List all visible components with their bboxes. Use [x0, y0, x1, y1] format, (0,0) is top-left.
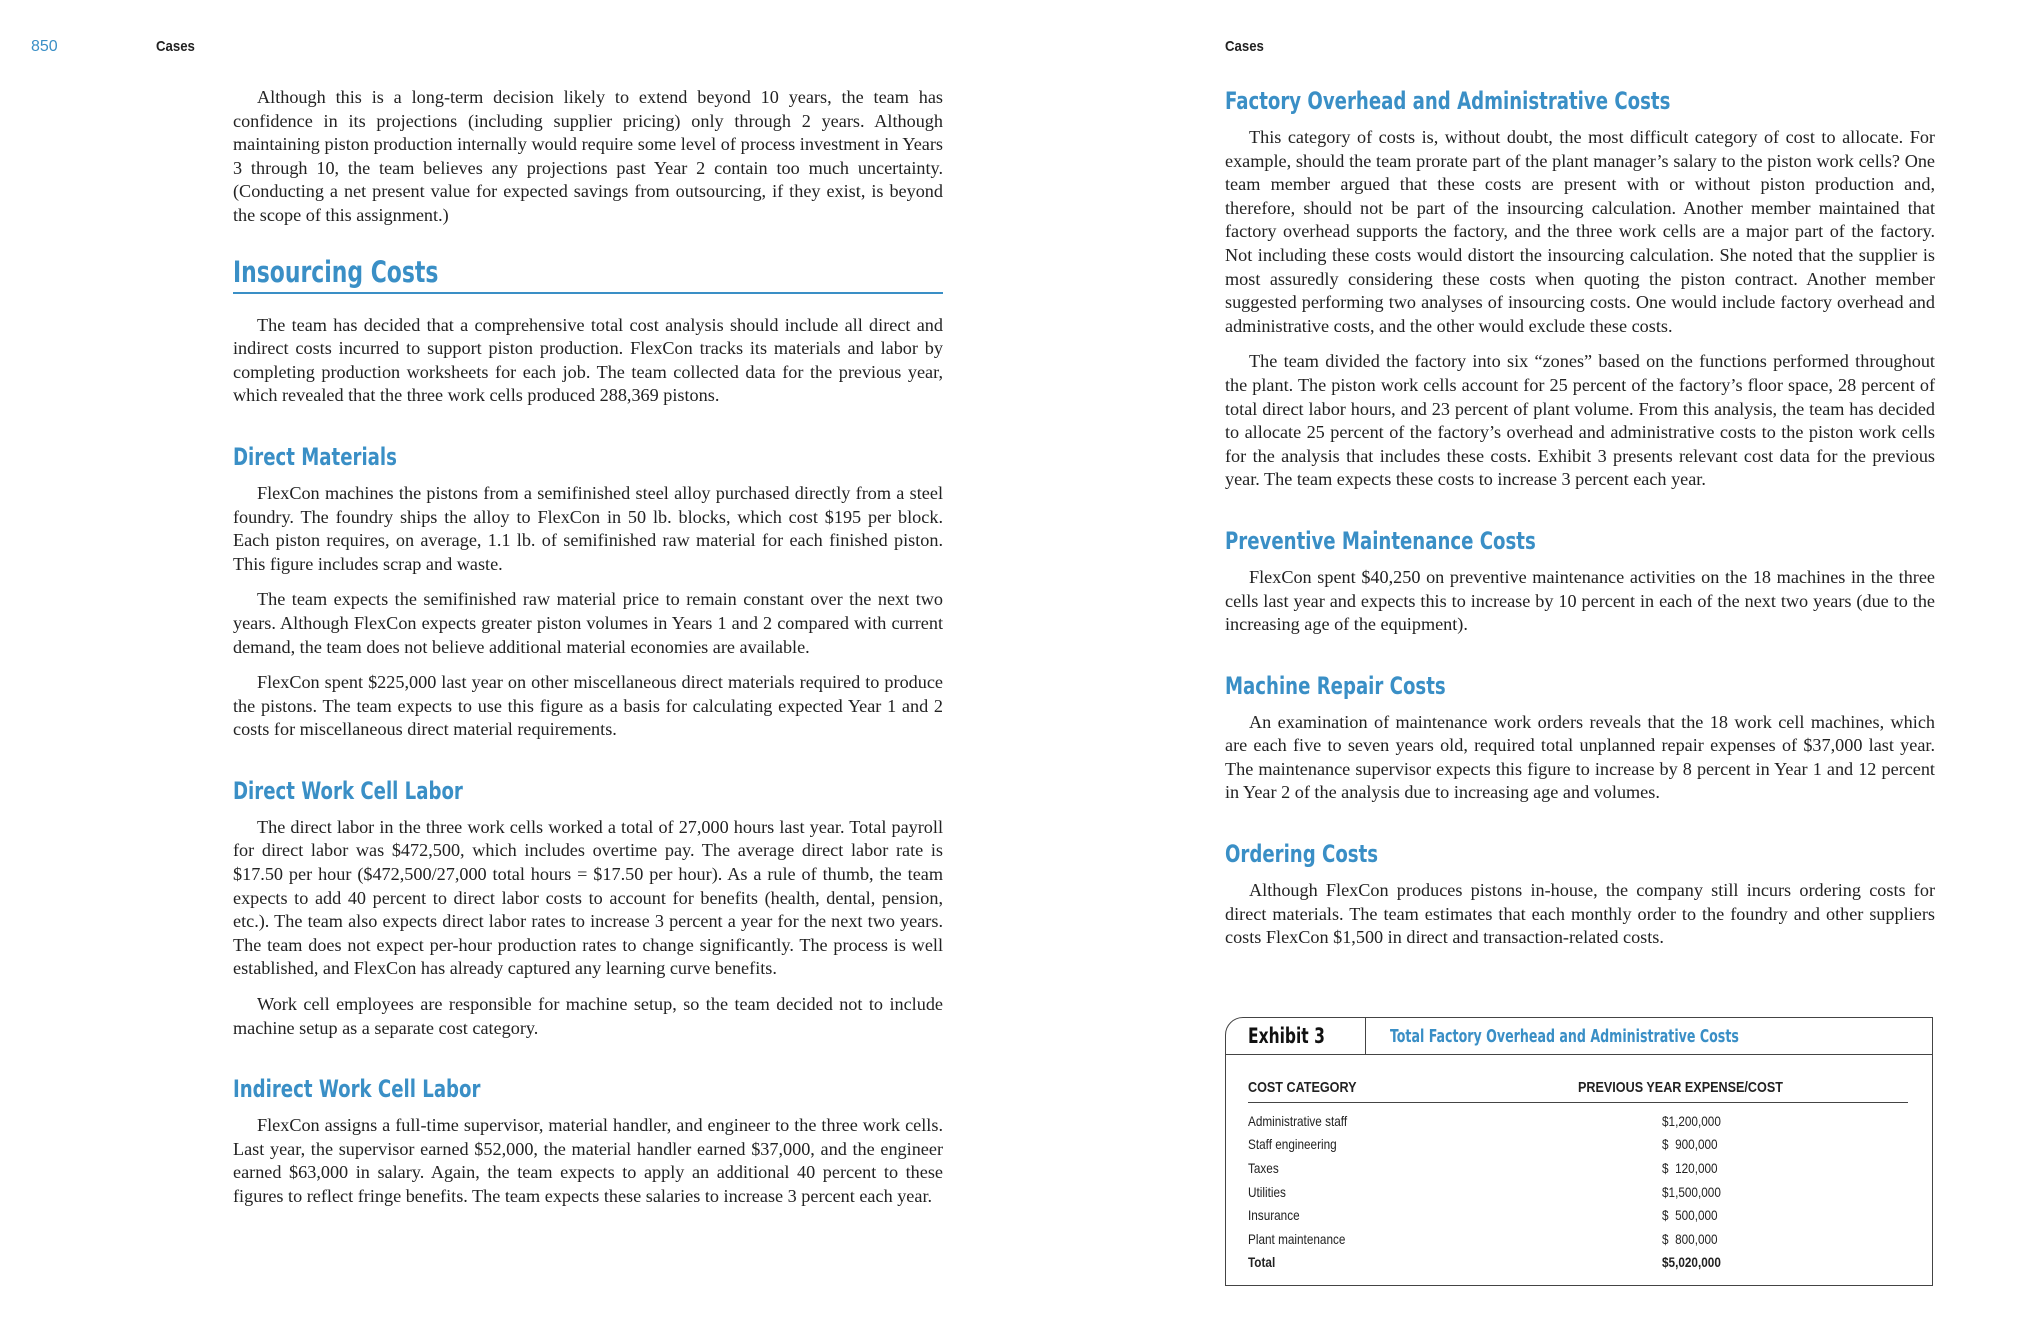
- indirect-labor-paragraph: FlexCon assigns a full-time supervisor, material handler, and engineer to the three work cells. Last year, the supervisor earned $52,000, the material handler earned $37,000, and the engineer earned $63,000 in salary. Again, the team expects to apply an additional 40 percent to these figures to reflect fringe benefits. The team expects these salaries to increase 3 percent each year.: [233, 1115, 943, 1206]
- table-row: [1248, 1109, 1908, 1133]
- exhibit-table: [1248, 1072, 1908, 1274]
- ordering-heading: Ordering Costs: [1225, 840, 1379, 869]
- right-page: [1011, 0, 2022, 1336]
- insourcing-heading: Insourcing Costs: [233, 254, 439, 289]
- row-value: $ 800,000: [1662, 1230, 1718, 1247]
- table-row: [1248, 1180, 1908, 1204]
- table-row: [1248, 1227, 1908, 1251]
- running-head-right: Cases: [1225, 38, 1264, 55]
- total-category: Total: [1248, 1254, 1276, 1271]
- row-category: Staff engineering: [1248, 1136, 1337, 1153]
- row-value: $ 120,000: [1662, 1159, 1718, 1176]
- right-column: [1225, 86, 1935, 962]
- running-head-left: Cases: [156, 38, 195, 55]
- exhibit-column-headers: [1248, 1072, 1908, 1103]
- exhibit-label: Exhibit 3: [1248, 1024, 1325, 1048]
- direct-materials-paragraph-2: The team expects the semifinished raw material price to remain constant over the next two years. Although FlexCon expects greater piston volumes in Years 1 and 2 compared with current demand, the team does not believe additional material economies are available.: [233, 589, 943, 657]
- exhibit-title: Total Factory Overhead and Administrative Costs: [1390, 1025, 1739, 1047]
- preventive-maintenance-paragraph: FlexCon spent $40,250 on preventive maintenance activities on the 18 machines in the three cells last year and expects this to increase by 10 percent in each of the next two years (due to the increasing age of the equipment).: [1225, 566, 1935, 635]
- machine-repair-paragraph: An examination of maintenance work orders reveals that the 18 work cell machines, which are each five to seven years old, required total unplanned repair expenses of $37,000 last year. The maintenance supervisor expects this figure to increase by 8 percent in Year 1 and 12 percent in Year 2 of the analysis due to increasing age and volumes.: [1225, 711, 1935, 803]
- direct-labor-paragraph-2: Work cell employees are responsible for machine setup, so the team decided not to include machine setup as a separate cost category.: [233, 994, 943, 1038]
- direct-materials-paragraph-3: FlexCon spent $225,000 last year on other miscellaneous direct materials required to produce the pistons. The team expects to use this figure as a basis for calculating expected Year 1 and 2 costs for miscellaneous direct material requirements.: [233, 672, 943, 740]
- factory-overhead-heading: Factory Overhead and Administrative Costs: [1225, 87, 1671, 115]
- indirect-labor-heading: Indirect Work Cell Labor: [233, 1075, 481, 1104]
- column-header-expense: PREVIOUS YEAR EXPENSE/COST: [1578, 1078, 1783, 1096]
- left-column: [233, 86, 943, 1221]
- ordering-paragraph: Although FlexCon produces pistons in-house, the company still incurs ordering costs for direct materials. The team estimates that each monthly order to the foundry and other suppliers costs FlexCon $1,500 in direct and transaction-related costs.: [1225, 880, 1935, 948]
- row-category: Administrative staff: [1248, 1112, 1348, 1129]
- row-category: Taxes: [1248, 1159, 1279, 1176]
- machine-repair-heading: Machine Repair Costs: [1225, 671, 1446, 700]
- total-value: $5,020,000: [1662, 1254, 1721, 1271]
- direct-labor-heading: Direct Work Cell Labor: [233, 776, 463, 805]
- row-category: Plant maintenance: [1248, 1230, 1346, 1247]
- table-row: [1248, 1203, 1908, 1227]
- factory-overhead-paragraph-1: This category of costs is, without doubt, the most difficult category of cost to allocate. For example, should the team prorate part of the plant manager’s salary to the piston work cells? One team member argued that these costs are present with or without piston production and, therefore, should not be part of the insourcing calculation. Another member maintained that factory overhead supports the factory, and the three work cells are a major part of the factory. Not including these costs would distort the insourcing calculation. She noted that the supplier is most assuredly considering these costs when quoting the piston contract. Another member suggested performing two analyses of insourcing costs. One would include factory overhead and administrative costs, and the other would exclude these costs.: [1225, 127, 1935, 336]
- table-row: [1248, 1156, 1908, 1180]
- row-value: $ 500,000: [1662, 1207, 1718, 1224]
- row-value: $ 900,000: [1662, 1136, 1718, 1153]
- exhibit-header: [1226, 1018, 1932, 1055]
- intro-paragraph: Although this is a long-term decision likely to extend beyond 10 years, the team has confidence in its projections (including supplier pricing) only through 2 years. Although maintaining piston production internally would require some level of process investment in Years 3 through 10, the team believes any projections past Year 2 contain too much uncertainty. (Conducting a net present value for expected savings from outsourcing, if they exist, is beyond the scope of this assignment.): [233, 87, 943, 225]
- table-row: [1248, 1133, 1908, 1157]
- exhibit-3: [1225, 1017, 1933, 1286]
- row-value: $1,500,000: [1662, 1183, 1721, 1200]
- insourcing-paragraph: The team has decided that a comprehensive total cost analysis should include all direct and indirect costs incurred to support piston production. FlexCon tracks its materials and labor by completing production worksheets for each job. The team collected data for the previous year, which revealed that the three work cells produced 288,369 pistons.: [233, 314, 943, 406]
- column-header-category: COST CATEGORY: [1248, 1078, 1357, 1096]
- direct-materials-heading: Direct Materials: [233, 442, 397, 471]
- row-category: Insurance: [1248, 1207, 1300, 1224]
- page-number: 850: [31, 38, 58, 55]
- insourcing-heading-rule: [233, 254, 943, 294]
- direct-materials-paragraph-1: FlexCon machines the pistons from a semifinished steel alloy purchased directly from a steel foundry. The foundry ships the alloy to FlexCon in 50 lb. blocks, which cost $195 per block. Each piston requires, on average, 1.1 lb. of semifinished raw material for each finished piston. This figure includes scrap and waste.: [233, 482, 943, 574]
- direct-labor-paragraph-1: The direct labor in the three work cells worked a total of 27,000 hours last year. Total payroll for direct labor was $472,500, which includes overtime pay. The average direct labor rate is $17.50 per hour ($472,500/27,000 total hours = $17.50 per hour). As a rule of thumb, the team expects to add 40 percent to direct labor costs to account for benefits (health, dental, pension, etc.). The team also expects direct labor rates to increase 3 percent a year for the next two years. The team does not expect per-hour production rates to change significantly. The process is well established, and FlexCon has already captured any learning curve benefits.: [233, 816, 943, 979]
- row-value: $1,200,000: [1662, 1112, 1721, 1129]
- row-category: Utilities: [1248, 1183, 1286, 1200]
- preventive-maintenance-heading: Preventive Maintenance Costs: [1225, 526, 1536, 555]
- factory-overhead-paragraph-2: The team divided the factory into six “zones” based on the functions performed throughout the plant. The piston work cells account for 25 percent of the factory’s floor space, 28 percent of total direct labor hours, and 23 percent of plant volume. From this analysis, the team has decided to allocate 25 percent of the factory’s overhead and administrative costs to the piston work cells for the analysis that includes these costs. Exhibit 3 presents relevant cost data for the previous year. The team expects these costs to increase 3 percent each year.: [1225, 351, 1935, 490]
- table-total-row: [1248, 1251, 1908, 1275]
